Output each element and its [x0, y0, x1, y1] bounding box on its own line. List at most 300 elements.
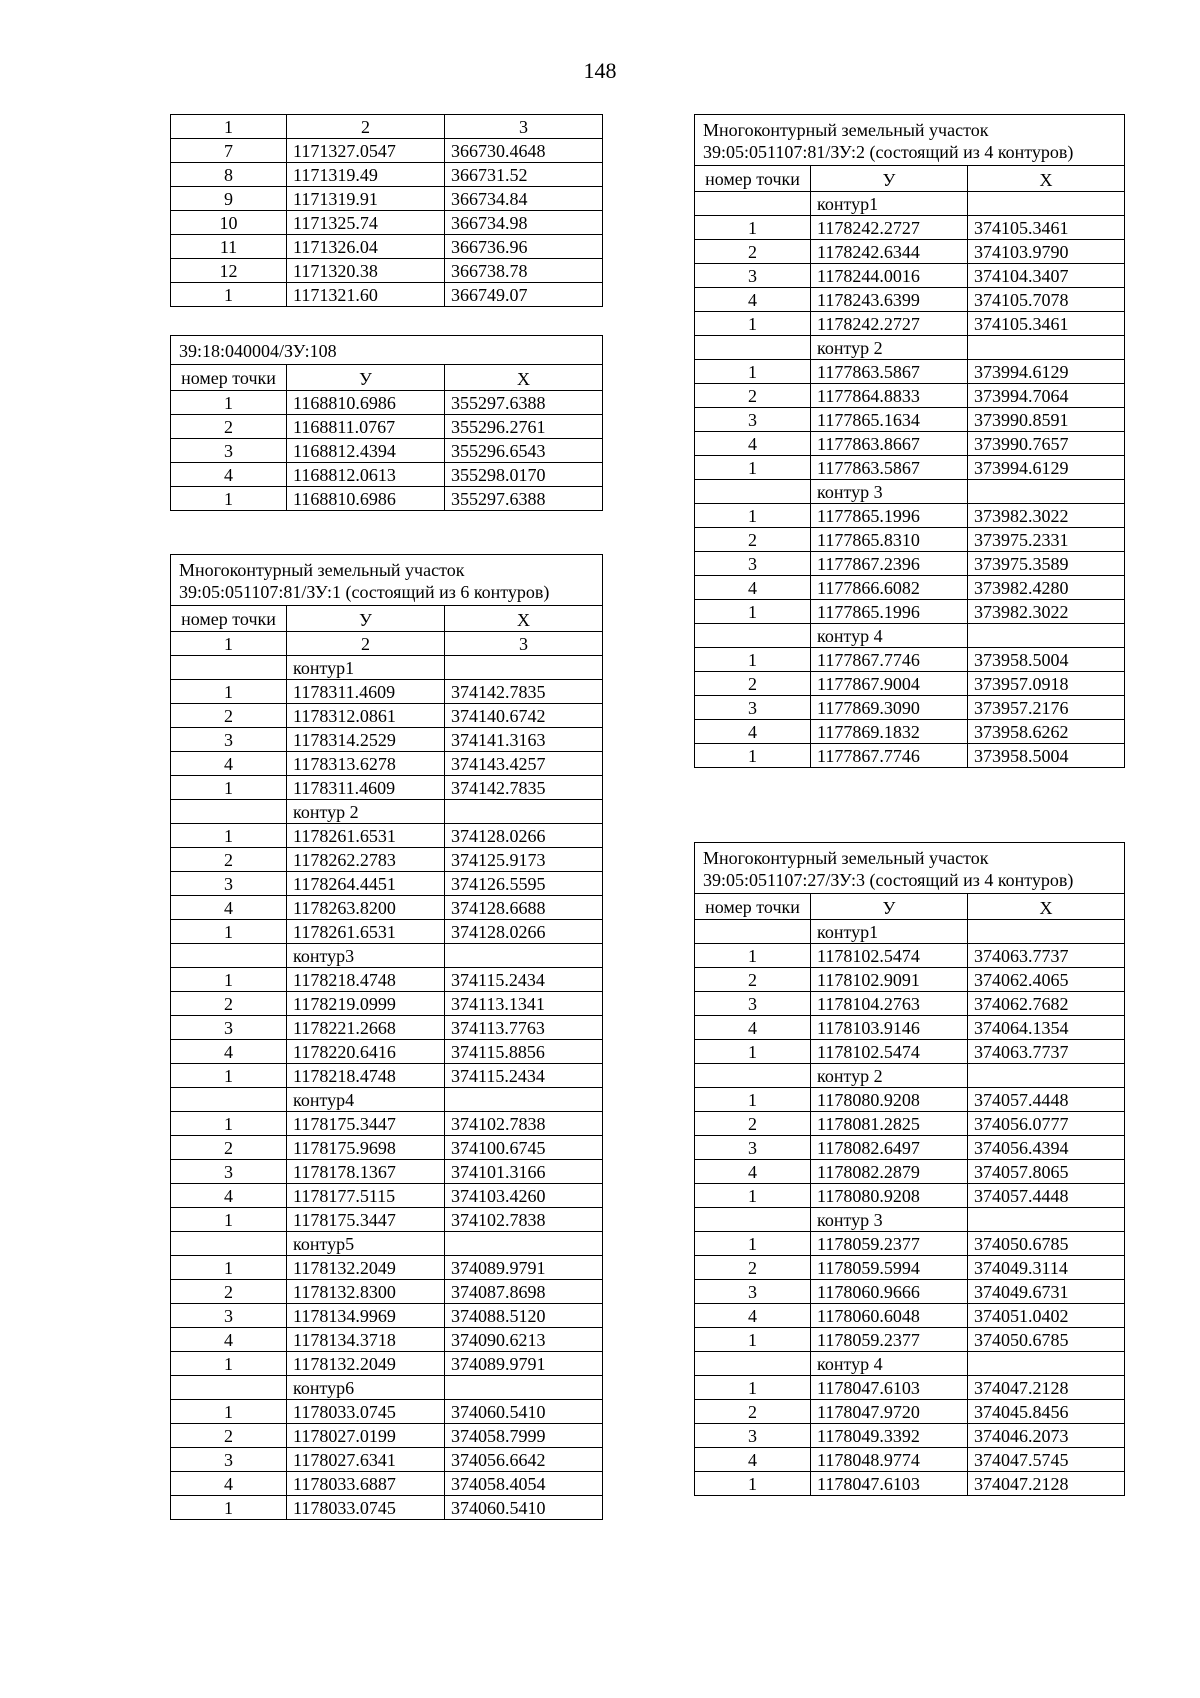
table-row — [171, 391, 603, 415]
x-coordinate-cell: 374113.1341 — [445, 992, 603, 1016]
point-number-cell: 2 — [171, 1280, 287, 1304]
table-row — [171, 1328, 603, 1352]
y-coordinate-cell: 1178033.6887 — [287, 1472, 445, 1496]
contour-empty-cell — [445, 656, 603, 680]
y-coordinate-cell: 1178047.6103 — [811, 1472, 968, 1496]
y-coordinate-cell: 1178132.2049 — [287, 1352, 445, 1376]
table-row — [171, 259, 603, 283]
contour-row — [171, 1232, 603, 1256]
point-number-cell: 3 — [695, 1136, 811, 1160]
point-number-cell: 1 — [171, 1208, 287, 1232]
x-coordinate-cell: 366738.78 — [445, 259, 603, 283]
table-row — [695, 240, 1125, 264]
table-row — [171, 235, 603, 259]
x-coordinate-cell: 355298.0170 — [445, 463, 603, 487]
contour-empty-cell — [968, 1352, 1125, 1376]
table-row — [171, 1280, 603, 1304]
table-title-row — [695, 115, 1125, 166]
contour-row — [695, 192, 1125, 216]
table-title: Многоконтурный земельный участок 39:05:051107:81/ЗУ:1 (состоящий из 6 контуров) — [171, 555, 603, 606]
contour-empty-cell — [695, 1064, 811, 1088]
column-number-cell: 2 — [287, 632, 445, 656]
x-coordinate-cell: 374128.0266 — [445, 920, 603, 944]
y-coordinate-cell: 1178175.3447 — [287, 1112, 445, 1136]
point-number-cell: 1 — [695, 504, 811, 528]
contour-empty-cell — [445, 800, 603, 824]
column-header-row — [171, 606, 603, 632]
table-row — [171, 1400, 603, 1424]
point-number-cell: 1 — [171, 776, 287, 800]
contour-empty-cell — [968, 192, 1125, 216]
x-coordinate-cell: 374103.4260 — [445, 1184, 603, 1208]
coordinates-table-zu2 — [694, 114, 1125, 768]
contour-empty-cell — [968, 1064, 1125, 1088]
x-coordinate-cell: 374050.6785 — [968, 1232, 1125, 1256]
contour-label: контур5 — [287, 1232, 445, 1256]
y-coordinate-cell: 1177867.7746 — [811, 648, 968, 672]
contour-empty-cell — [968, 1208, 1125, 1232]
x-coordinate-cell: 373994.7064 — [968, 384, 1125, 408]
point-number-cell: 2 — [171, 1424, 287, 1448]
x-coordinate-cell: 374140.6742 — [445, 704, 603, 728]
point-number-cell: 4 — [695, 576, 811, 600]
point-number-cell: 4 — [695, 288, 811, 312]
y-coordinate-cell: 1178218.4748 — [287, 1064, 445, 1088]
x-coordinate-cell: 374045.8456 — [968, 1400, 1125, 1424]
y-coordinate-cell: 1178047.6103 — [811, 1376, 968, 1400]
table-row — [171, 1184, 603, 1208]
x-coordinate-cell: 355296.6543 — [445, 439, 603, 463]
y-coordinate-cell: 1178134.3718 — [287, 1328, 445, 1352]
contour-empty-cell — [171, 656, 287, 680]
y-coordinate-cell: 1168810.6986 — [287, 487, 445, 511]
x-coordinate-cell: 374056.0777 — [968, 1112, 1125, 1136]
point-number-cell: 4 — [695, 1160, 811, 1184]
point-number-cell: 2 — [171, 848, 287, 872]
contour-label: контур 3 — [811, 480, 968, 504]
x-coordinate-cell: 374057.8065 — [968, 1160, 1125, 1184]
column-header-y: У — [811, 894, 968, 920]
y-coordinate-cell: 1178102.5474 — [811, 944, 968, 968]
y-coordinate-cell: 1178104.2763 — [811, 992, 968, 1016]
column-number-cell: 3 — [445, 632, 603, 656]
x-coordinate-cell: 374051.0402 — [968, 1304, 1125, 1328]
point-number-cell: 3 — [695, 408, 811, 432]
point-number-cell: 8 — [171, 163, 287, 187]
column-header-row — [695, 166, 1125, 192]
table-row — [695, 944, 1125, 968]
coordinates-table-zu1 — [170, 554, 603, 1520]
point-number-cell: 3 — [171, 1304, 287, 1328]
point-number-cell: 1 — [695, 1232, 811, 1256]
contour-empty-cell — [695, 480, 811, 504]
table-row — [695, 408, 1125, 432]
table-row — [695, 1328, 1125, 1352]
table-row — [171, 439, 603, 463]
y-coordinate-cell: 1178102.5474 — [811, 1040, 968, 1064]
y-coordinate-cell: 1168811.0767 — [287, 415, 445, 439]
column-number-cell: 1 — [171, 115, 287, 139]
contour-row — [695, 480, 1125, 504]
x-coordinate-cell: 373975.2331 — [968, 528, 1125, 552]
y-coordinate-cell: 1168812.0613 — [287, 463, 445, 487]
y-coordinate-cell: 1177865.1996 — [811, 600, 968, 624]
x-coordinate-cell: 374113.7763 — [445, 1016, 603, 1040]
x-coordinate-cell: 374125.9173 — [445, 848, 603, 872]
point-number-cell: 3 — [695, 552, 811, 576]
column-number-cell: 2 — [287, 115, 445, 139]
table-row — [171, 211, 603, 235]
y-coordinate-cell: 1178047.9720 — [811, 1400, 968, 1424]
coordinates-table-zu3 — [694, 842, 1125, 1496]
y-coordinate-cell: 1178219.0999 — [287, 992, 445, 1016]
table-row — [171, 680, 603, 704]
point-number-cell: 1 — [695, 312, 811, 336]
table-row — [171, 1160, 603, 1184]
y-coordinate-cell: 1177864.8833 — [811, 384, 968, 408]
table-row — [695, 1472, 1125, 1496]
y-coordinate-cell: 1178102.9091 — [811, 968, 968, 992]
point-number-cell: 1 — [695, 944, 811, 968]
x-coordinate-cell: 374060.5410 — [445, 1496, 603, 1520]
y-coordinate-cell: 1171319.49 — [287, 163, 445, 187]
y-coordinate-cell: 1178261.6531 — [287, 824, 445, 848]
point-number-cell: 4 — [695, 1304, 811, 1328]
contour-label: контур 3 — [811, 1208, 968, 1232]
y-coordinate-cell: 1177869.1832 — [811, 720, 968, 744]
table-row — [695, 1400, 1125, 1424]
table-row — [695, 552, 1125, 576]
point-number-cell: 3 — [695, 992, 811, 1016]
contour-empty-cell — [695, 192, 811, 216]
contour-label: контур 2 — [811, 1064, 968, 1088]
x-coordinate-cell: 373957.0918 — [968, 672, 1125, 696]
table-row — [171, 1040, 603, 1064]
contour-row — [171, 656, 603, 680]
contour-label: контур4 — [287, 1088, 445, 1112]
table-row — [695, 288, 1125, 312]
column-header-row — [695, 894, 1125, 920]
point-number-cell: 1 — [171, 487, 287, 511]
x-coordinate-cell: 374057.4448 — [968, 1088, 1125, 1112]
column-header-point: номер точки — [171, 606, 287, 632]
y-coordinate-cell: 1178082.2879 — [811, 1160, 968, 1184]
point-number-cell: 1 — [171, 1112, 287, 1136]
table-row — [171, 163, 603, 187]
table-row — [695, 744, 1125, 768]
column-header-x: Х — [968, 166, 1125, 192]
contour-row — [695, 336, 1125, 360]
y-coordinate-cell: 1178242.2727 — [811, 216, 968, 240]
x-coordinate-cell: 374060.5410 — [445, 1400, 603, 1424]
contour-empty-cell — [695, 920, 811, 944]
x-coordinate-cell: 374089.9791 — [445, 1352, 603, 1376]
point-number-cell: 3 — [695, 1280, 811, 1304]
page-number: 148 — [583, 58, 617, 83]
table-row — [171, 776, 603, 800]
table-row — [171, 1496, 603, 1520]
x-coordinate-cell: 374102.7838 — [445, 1208, 603, 1232]
table-row — [695, 1136, 1125, 1160]
point-number-cell: 1 — [171, 1256, 287, 1280]
y-coordinate-cell: 1178178.1367 — [287, 1160, 445, 1184]
y-coordinate-cell: 1171326.04 — [287, 235, 445, 259]
point-number-cell: 2 — [171, 1136, 287, 1160]
contour-empty-cell — [445, 1376, 603, 1400]
table-row — [695, 528, 1125, 552]
table-row — [171, 1256, 603, 1280]
point-number-cell: 1 — [695, 1088, 811, 1112]
point-number-cell: 4 — [171, 1184, 287, 1208]
column-number-row — [171, 115, 603, 139]
x-coordinate-cell: 373958.5004 — [968, 744, 1125, 768]
table-row — [171, 1136, 603, 1160]
contour-empty-cell — [171, 1088, 287, 1112]
table-row — [695, 456, 1125, 480]
contour-empty-cell — [695, 1352, 811, 1376]
column-header-y: У — [287, 365, 445, 391]
point-number-cell: 1 — [171, 920, 287, 944]
y-coordinate-cell: 1177865.1996 — [811, 504, 968, 528]
y-coordinate-cell: 1178175.3447 — [287, 1208, 445, 1232]
table-row — [695, 1256, 1125, 1280]
y-coordinate-cell: 1177863.5867 — [811, 360, 968, 384]
x-coordinate-cell: 374142.7835 — [445, 776, 603, 800]
point-number-cell: 3 — [171, 1448, 287, 1472]
table-row — [171, 187, 603, 211]
x-coordinate-cell: 373958.5004 — [968, 648, 1125, 672]
y-coordinate-cell: 1178314.2529 — [287, 728, 445, 752]
x-coordinate-cell: 374102.7838 — [445, 1112, 603, 1136]
x-coordinate-cell: 374105.7078 — [968, 288, 1125, 312]
point-number-cell: 4 — [171, 463, 287, 487]
y-coordinate-cell: 1177865.8310 — [811, 528, 968, 552]
y-coordinate-cell: 1178218.4748 — [287, 968, 445, 992]
point-number-cell: 3 — [171, 728, 287, 752]
y-coordinate-cell: 1177867.7746 — [811, 744, 968, 768]
contour-row — [695, 1208, 1125, 1232]
table-title: 39:18:040004/ЗУ:108 — [171, 336, 603, 365]
table-row — [171, 415, 603, 439]
x-coordinate-cell: 374047.5745 — [968, 1448, 1125, 1472]
contour-row — [171, 800, 603, 824]
y-coordinate-cell: 1178264.4451 — [287, 872, 445, 896]
table-row — [171, 139, 603, 163]
y-coordinate-cell: 1178134.9969 — [287, 1304, 445, 1328]
table-row — [695, 1184, 1125, 1208]
point-number-cell: 1 — [695, 1184, 811, 1208]
x-coordinate-cell: 374062.4065 — [968, 968, 1125, 992]
point-number-cell: 1 — [171, 824, 287, 848]
x-coordinate-cell: 373958.6262 — [968, 720, 1125, 744]
y-coordinate-cell: 1178242.2727 — [811, 312, 968, 336]
point-number-cell: 1 — [695, 456, 811, 480]
x-coordinate-cell: 374063.7737 — [968, 944, 1125, 968]
x-coordinate-cell: 366734.98 — [445, 211, 603, 235]
point-number-cell: 3 — [695, 696, 811, 720]
y-coordinate-cell: 1178033.0745 — [287, 1496, 445, 1520]
y-coordinate-cell: 1177869.3090 — [811, 696, 968, 720]
contour-row — [695, 920, 1125, 944]
column-header-x: Х — [445, 606, 603, 632]
x-coordinate-cell: 374064.1354 — [968, 1016, 1125, 1040]
y-coordinate-cell: 1178242.6344 — [811, 240, 968, 264]
point-number-cell: 3 — [171, 1016, 287, 1040]
contour-empty-cell — [445, 1088, 603, 1112]
table-row — [695, 720, 1125, 744]
x-coordinate-cell: 374105.3461 — [968, 312, 1125, 336]
column-header-row — [171, 365, 603, 391]
x-coordinate-cell: 374100.6745 — [445, 1136, 603, 1160]
table-row — [695, 504, 1125, 528]
point-number-cell: 2 — [695, 1112, 811, 1136]
point-number-cell: 2 — [695, 1400, 811, 1424]
point-number-cell: 12 — [171, 259, 287, 283]
point-number-cell: 1 — [171, 680, 287, 704]
table-title-row — [171, 555, 603, 606]
table-row — [695, 1280, 1125, 1304]
table-row — [695, 1424, 1125, 1448]
table-row — [695, 1448, 1125, 1472]
point-number-cell: 4 — [171, 896, 287, 920]
y-coordinate-cell: 1178263.8200 — [287, 896, 445, 920]
coordinates-table-zu108 — [170, 335, 603, 511]
x-coordinate-cell: 374115.2434 — [445, 968, 603, 992]
table-row — [171, 848, 603, 872]
table-row — [171, 1208, 603, 1232]
contour-empty-cell — [695, 336, 811, 360]
table-row — [171, 1112, 603, 1136]
x-coordinate-cell: 374128.0266 — [445, 824, 603, 848]
x-coordinate-cell: 374089.9791 — [445, 1256, 603, 1280]
x-coordinate-cell: 374062.7682 — [968, 992, 1125, 1016]
point-number-cell: 3 — [171, 872, 287, 896]
point-number-cell: 4 — [695, 720, 811, 744]
table-row — [695, 1232, 1125, 1256]
y-coordinate-cell: 1177867.2396 — [811, 552, 968, 576]
point-number-cell: 2 — [695, 968, 811, 992]
contour-label: контур6 — [287, 1376, 445, 1400]
table-row — [695, 1016, 1125, 1040]
column-header-point: номер точки — [695, 894, 811, 920]
table-row — [695, 1304, 1125, 1328]
x-coordinate-cell: 374115.8856 — [445, 1040, 603, 1064]
y-coordinate-cell: 1178262.2783 — [287, 848, 445, 872]
table-row — [171, 1016, 603, 1040]
y-coordinate-cell: 1178060.9666 — [811, 1280, 968, 1304]
x-coordinate-cell: 374143.4257 — [445, 752, 603, 776]
point-number-cell: 4 — [171, 1472, 287, 1496]
table-row — [171, 728, 603, 752]
table-row — [695, 1376, 1125, 1400]
point-number-cell: 3 — [171, 1160, 287, 1184]
y-coordinate-cell: 1178080.9208 — [811, 1184, 968, 1208]
table-row — [171, 463, 603, 487]
x-coordinate-cell: 374057.4448 — [968, 1184, 1125, 1208]
table-row — [171, 752, 603, 776]
y-coordinate-cell: 1178049.3392 — [811, 1424, 968, 1448]
x-coordinate-cell: 374088.5120 — [445, 1304, 603, 1328]
point-number-cell: 1 — [171, 1352, 287, 1376]
point-number-cell: 2 — [171, 704, 287, 728]
contour-row — [171, 944, 603, 968]
x-coordinate-cell: 366734.84 — [445, 187, 603, 211]
point-number-cell: 2 — [695, 528, 811, 552]
y-coordinate-cell: 1178220.6416 — [287, 1040, 445, 1064]
table-row — [695, 968, 1125, 992]
y-coordinate-cell: 1178059.2377 — [811, 1328, 968, 1352]
table-row — [695, 360, 1125, 384]
y-coordinate-cell: 1178221.2668 — [287, 1016, 445, 1040]
contour-empty-cell — [171, 1232, 287, 1256]
contour-label: контур 2 — [287, 800, 445, 824]
table-row — [695, 432, 1125, 456]
contour-row — [695, 1352, 1125, 1376]
point-number-cell: 2 — [695, 1256, 811, 1280]
x-coordinate-cell: 373990.7657 — [968, 432, 1125, 456]
x-coordinate-cell: 374047.2128 — [968, 1376, 1125, 1400]
table-row — [695, 1160, 1125, 1184]
x-coordinate-cell: 366736.96 — [445, 235, 603, 259]
contour-empty-cell — [968, 336, 1125, 360]
y-coordinate-cell: 1178059.2377 — [811, 1232, 968, 1256]
point-number-cell: 4 — [171, 1328, 287, 1352]
table-row — [171, 1064, 603, 1088]
point-number-cell: 1 — [695, 1040, 811, 1064]
x-coordinate-cell: 374056.4394 — [968, 1136, 1125, 1160]
x-coordinate-cell: 374056.6642 — [445, 1448, 603, 1472]
point-number-cell: 1 — [171, 283, 287, 307]
contour-empty-cell — [445, 944, 603, 968]
x-coordinate-cell: 374049.3114 — [968, 1256, 1125, 1280]
x-coordinate-cell: 374049.6731 — [968, 1280, 1125, 1304]
point-number-cell: 1 — [695, 744, 811, 768]
contour-label: контур 2 — [811, 336, 968, 360]
contour-empty-cell — [171, 1376, 287, 1400]
point-number-cell: 3 — [695, 264, 811, 288]
point-number-cell: 2 — [695, 384, 811, 408]
table-row — [695, 216, 1125, 240]
contour-label: контур 4 — [811, 624, 968, 648]
contour-row — [695, 624, 1125, 648]
point-number-cell: 9 — [171, 187, 287, 211]
y-coordinate-cell: 1178311.4609 — [287, 776, 445, 800]
x-coordinate-cell: 373994.6129 — [968, 360, 1125, 384]
table-row — [171, 920, 603, 944]
y-coordinate-cell: 1177863.8667 — [811, 432, 968, 456]
contour-empty-cell — [968, 920, 1125, 944]
contour-row — [171, 1376, 603, 1400]
point-number-cell: 7 — [171, 139, 287, 163]
point-number-cell: 1 — [171, 1064, 287, 1088]
x-coordinate-cell: 373982.3022 — [968, 600, 1125, 624]
point-number-cell: 1 — [695, 216, 811, 240]
x-coordinate-cell: 374101.3166 — [445, 1160, 603, 1184]
y-coordinate-cell: 1178132.8300 — [287, 1280, 445, 1304]
x-coordinate-cell: 355297.6388 — [445, 391, 603, 415]
column-header-x: Х — [445, 365, 603, 391]
table-row — [171, 1448, 603, 1472]
contour-row — [171, 1088, 603, 1112]
column-number-cell: 1 — [171, 632, 287, 656]
x-coordinate-cell: 374141.3163 — [445, 728, 603, 752]
table-row — [695, 384, 1125, 408]
x-coordinate-cell: 374063.7737 — [968, 1040, 1125, 1064]
y-coordinate-cell: 1178080.9208 — [811, 1088, 968, 1112]
x-coordinate-cell: 373990.8591 — [968, 408, 1125, 432]
x-coordinate-cell: 374115.2434 — [445, 1064, 603, 1088]
point-number-cell: 1 — [695, 1328, 811, 1352]
